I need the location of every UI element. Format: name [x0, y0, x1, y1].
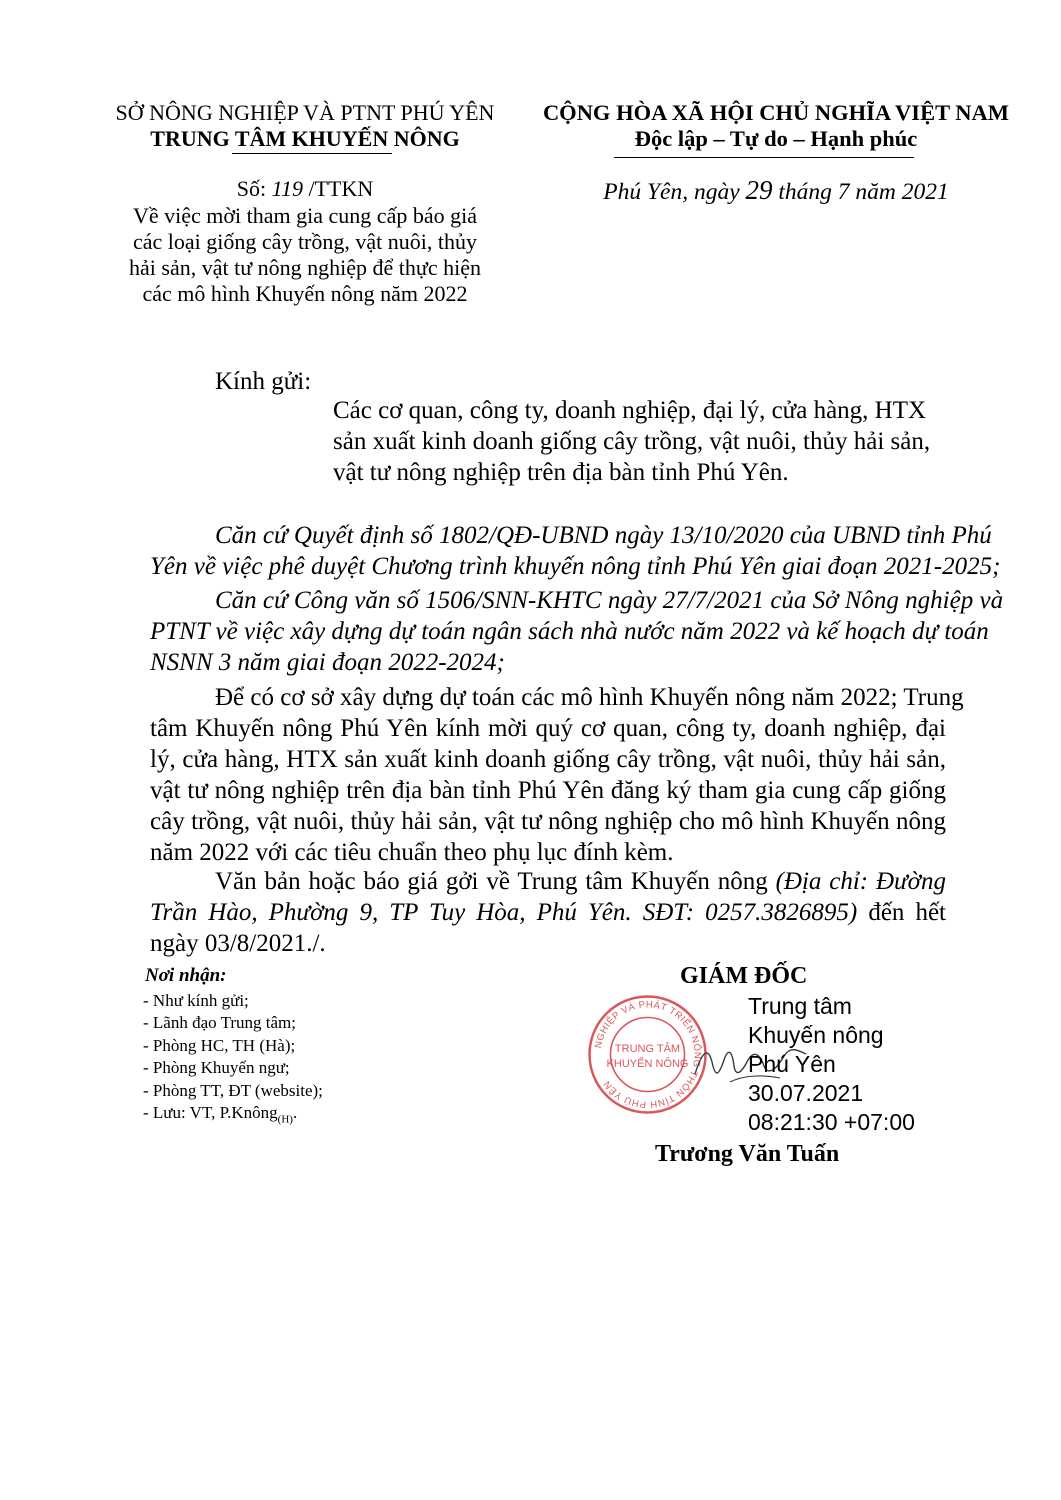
agency-underline [232, 153, 392, 154]
number-suffix: /TTKN [308, 176, 374, 201]
motto-underline [614, 157, 914, 158]
recipients-footer-label: Nơi nhận: [145, 965, 227, 986]
subject-line: hải sản, vật tư nông nghiệp để thực hiện [129, 255, 481, 280]
closing-text: đến hết [868, 899, 947, 926]
seal-ring-text: NGHIỆP VÀ PHÁT TRIỂN NÔNG THÔN TỈNH PHÚ YÊN [592, 999, 703, 1110]
recipients [333, 395, 930, 488]
document-subject [95, 203, 515, 307]
main-line: Để có cơ sở xây dựng dự toán các mô hình Khuyến nông năm 2022; Trung [215, 684, 964, 711]
subject-line: Về việc mời tham gia cung cấp báo giá [133, 203, 477, 228]
main-line: lý, cửa hàng, HTX sản xuất kinh doanh giống cây trồng, vật nuôi, thủy hải sản, [150, 746, 946, 773]
legal-basis-2 [150, 585, 1004, 678]
main-line: vật tư nông nghiệp trên địa bàn tỉnh Phú Yên đăng ký tham gia cung cấp giống [150, 777, 946, 804]
agency-name: TRUNG TÂM KHUYẾN NÔNG [150, 126, 460, 151]
footer-recipient: - Như kính gửi; [143, 991, 249, 1010]
footer-recipient: - Phòng Khuyến ngư; [143, 1058, 290, 1078]
closing-address: Trần Hào, Phường 9, TP Tuy Hòa, Phú Yên. SĐT: 0257.3826895) [150, 899, 858, 926]
nation-header [520, 100, 1032, 152]
main-line: năm 2022 với các tiêu chuẩn theo phụ lục đính kèm. [150, 839, 674, 866]
seal-center-line: KHUYẾN NÔNG [606, 1058, 689, 1070]
basis-line: NSNN 3 năm giai đoạn 2022-2024; [150, 649, 505, 676]
closing-address: (Địa chỉ: Đường [775, 868, 946, 895]
closing-paragraph [150, 866, 946, 959]
basis-line: Yên về việc phê duyệt Chương trình khuyến nông tỉnh Phú Yên giai đoạn 2021-2025; [150, 553, 1001, 580]
digital-signature-info [748, 992, 915, 1137]
recipient-line: vật tư nông nghiệp trên địa bàn tỉnh Phú Yên. [333, 459, 789, 486]
footer-recipient-archive [143, 1102, 323, 1131]
footer-recipient: - Phòng TT, ĐT (website); [143, 1080, 323, 1100]
main-line: tâm Khuyến nông Phú Yên kính mời quý cơ quan, công ty, doanh nghiệp, đại [150, 715, 946, 742]
legal-basis-1 [150, 520, 1001, 582]
date-prefix: Phú Yên, ngày [603, 179, 740, 205]
closing-line [150, 866, 946, 897]
number-value: 119 [271, 176, 303, 201]
agency-header [95, 100, 515, 152]
main-paragraph [150, 682, 964, 868]
footer-recipient: - Phòng HC, TH (Hà); [143, 1035, 296, 1055]
basis-line: Căn cứ Công văn số 1506/SNN-KHTC ngày 27/7/2021 của Sở Nông nghiệp và [215, 587, 1004, 614]
archive-sub: (H) [277, 1113, 293, 1126]
recipients-footer-list [143, 990, 323, 1131]
recipient-line: Các cơ quan, công ty, doanh nghiệp, đại lý, cửa hàng, HTX [333, 397, 927, 424]
signer-name: Trương Văn Tuấn [655, 1141, 840, 1167]
subject-line: các loại giống cây trồng, vật nuôi, thủy [133, 229, 477, 254]
nation-title: CỘNG HÒA XÃ HỘI CHỦ NGHĨA VIỆT NAM [542, 100, 1010, 125]
document-date [520, 176, 1032, 206]
seal-center-line: TRUNG TÂM [614, 1043, 681, 1055]
archive-text: - Lưu: VT, P.Knông [143, 1103, 278, 1123]
digital-signature-line: 30.07.2021 [748, 1080, 864, 1106]
digital-signature-line: Phú Yên [748, 1051, 836, 1077]
footer-recipient: - Lãnh đạo Trung tâm; [143, 1013, 296, 1033]
closing-deadline: ngày 03/8/2021./. [150, 930, 326, 957]
digital-signature-line: Trung tâm [748, 993, 852, 1019]
signer-title: GIÁM ĐỐC [680, 963, 808, 989]
closing-text: Văn bản hoặc báo giá gởi về Trung tâm Khuyến nông [215, 868, 768, 895]
document-number [95, 176, 515, 202]
basis-line: Căn cứ Quyết định số 1802/QĐ-UBND ngày 13/10/2020 của UBND tỉnh Phú [215, 522, 992, 549]
number-prefix: Số: [236, 176, 267, 201]
date-suffix: tháng 7 năm 2021 [778, 179, 949, 205]
motto: Độc lập – Tự do – Hạnh phúc [634, 126, 918, 151]
salutation: Kính gửi: [215, 368, 312, 395]
subject-line: các mô hình Khuyến nông năm 2022 [142, 281, 468, 306]
digital-signature-line: 08:21:30 +07:00 [748, 1109, 915, 1135]
recipient-line: sản xuất kinh doanh giống cây trồng, vật nuôi, thủy hải sản, [333, 428, 931, 455]
main-line: cây trồng, vật nuôi, thủy hải sản, vật tư nông nghiệp cho mô hình Khuyến nông [150, 808, 946, 835]
date-day: 29 [745, 175, 773, 205]
digital-signature-line: Khuyến nông [748, 1022, 884, 1048]
archive-end: . [292, 1103, 298, 1123]
basis-line: PTNT về việc xây dựng dự toán ngân sách nhà nước năm 2022 và kế hoạch dự toán [150, 618, 989, 645]
closing-line [150, 897, 946, 928]
agency-parent: SỞ NÔNG NGHIỆP VÀ PTNT PHÚ YÊN [115, 100, 495, 125]
